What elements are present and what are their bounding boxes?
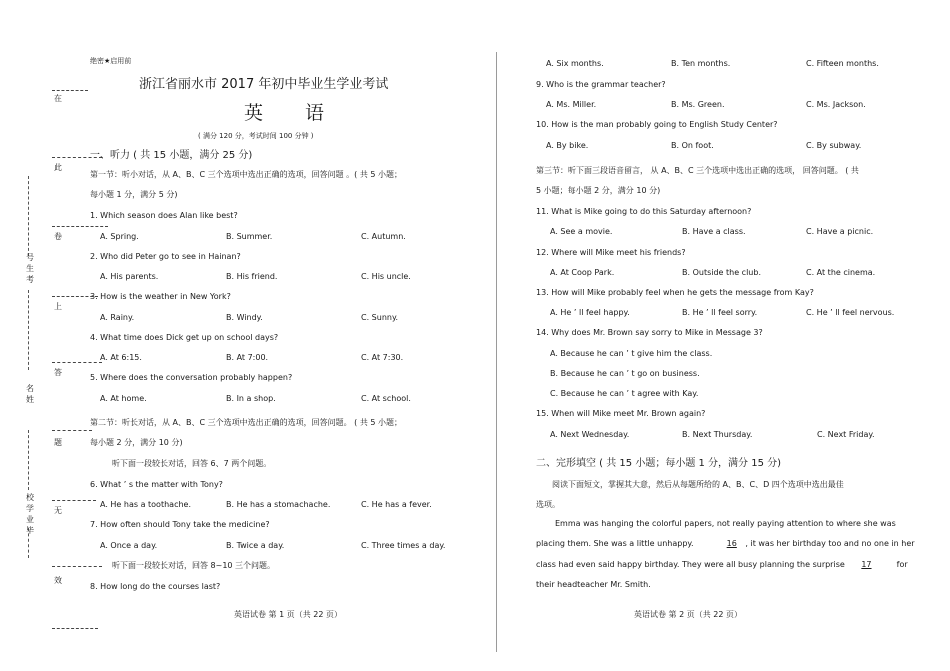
option: A. By bike. [546,141,589,150]
dialog-instruction: 听下面一段较长对话，回答 6、7 两个问题。 [112,459,272,468]
option: A. He has a toothache. [100,500,191,509]
passage-line [536,539,915,549]
binding-char: 效 [54,576,62,585]
binding-char: 上 [54,302,62,311]
option: C. He has a fever. [361,500,432,509]
instruction: 第一节：听小对话，从 A、B、C 三个选项中选出正确的选项，回答问题 。( 共 5 小题； [90,170,403,179]
option: B. He has a stomachache. [226,500,331,509]
side-label: 生 [26,264,34,273]
option: B. Ms. Green. [671,100,725,109]
instruction: 第二节：听长对话，从 A、B、C 三个选项中选出正确的选项，回答问题。 ( 共 5 小题； [90,418,403,427]
question: 2. Who did Peter go to see in Hainan? [90,252,241,261]
instruction: 第三节：听下面三段语音留言， 从 A、B、C 三个选项中选出正确的选项， 回答问题。 ( 共 [536,166,859,175]
passage-line: Emma was hanging the colorful papers, not really paying attention to where she was [555,519,896,528]
binding-dash [52,430,92,431]
option: B. Summer. [226,232,273,241]
option: A. Rainy. [100,313,135,322]
option: B. Windy. [226,313,263,322]
binding-line [28,176,29,256]
option: B. His friend. [226,272,278,281]
page-footer: 英语试卷 第 2 页（共 22 页） [634,610,742,619]
binding-dash [52,362,102,363]
option: B. Have a class. [682,227,746,236]
passage-text: , it was her birthday too and no one in her [745,539,915,548]
option: C. Because he can ’ t agree with Kay. [550,389,699,398]
exam-page-2 [500,0,950,671]
option: A. His parents. [100,272,159,281]
binding-dash [52,566,102,567]
option: A. Next Wednesday. [550,430,630,439]
confidential-mark: 绝密★启用前 [90,57,132,65]
question: 4. What time does Dick get up on school days? [90,333,279,342]
question: 8. How long do the courses last? [90,582,221,591]
instruction: 阅读下面短文，掌握其大意，然后从每题所给的 A、B、C、D 四个选项中选出最佳 [552,480,844,489]
question: 12. Where will Mike meet his friends? [536,248,686,257]
passage-text: placing them. She was a little unhappy. [536,539,694,548]
section-title: 一、听力 ( 共 15 小题，满分 25 分) [90,150,253,161]
binding-char: 卷 [54,232,62,241]
side-label: 名 [26,384,34,393]
dialog-instruction: 听下面一段较长对话，回答 8~10 三个问题。 [112,561,276,570]
page-footer: 英语试卷 第 1 页（共 22 页） [234,610,342,619]
section-title: 二、完形填空 ( 共 15 小题；每小题 1 分，满分 15 分) [536,458,782,469]
option: B. On foot. [671,141,714,150]
option: B. Because he can ’ t go on business. [550,369,700,378]
binding-char: 题 [54,438,62,447]
side-label: 姓 [26,395,34,404]
option: A. At home. [100,394,147,403]
option: B. Ten months. [671,59,731,68]
option: B. Twice a day. [226,541,285,550]
instruction: 5 小题；每小题 2 分，满分 10 分) [536,186,661,195]
instruction: 每小题 1 分，满分 5 分) [90,190,178,199]
instruction: 每小题 2 分，满分 10 分) [90,438,183,447]
binding-char: 无 [54,506,62,515]
question: 5. Where does the conversation probably happen? [90,373,293,382]
option: A. He ’ ll feel happy. [550,308,630,317]
option: C. His uncle. [361,272,411,281]
side-label: 毕 [26,526,34,535]
option: A. At 6:15. [100,353,142,362]
option: A. At Coop Park. [550,268,615,277]
question: 7. How often should Tony take the medicine? [90,520,270,529]
question: 9. Who is the grammar teacher? [536,80,666,89]
binding-char: 答 [54,368,62,377]
binding-dash [52,628,98,629]
option: C. He ’ ll feel nervous. [806,308,895,317]
option: C. Three times a day. [361,541,446,550]
option: B. In a shop. [226,394,276,403]
option: B. He ’ ll feel sorry. [682,308,758,317]
binding-line [28,430,29,490]
option: C. Have a picnic. [806,227,874,236]
option: C. By subway. [806,141,862,150]
question: 6. What ’ s the matter with Tony? [90,480,223,489]
option: B. Outside the club. [682,268,761,277]
passage-line [536,560,908,570]
option: C. Autumn. [361,232,406,241]
option: C. Next Friday. [817,430,875,439]
option: A. Ms. Miller. [546,100,597,109]
passage-text: for [896,560,908,569]
option: C. Fifteen months. [806,59,879,68]
question: 14. Why does Mr. Brown say sorry to Mike in Message 3? [536,328,763,337]
side-label: 校 [26,493,34,502]
option: C. At 7:30. [361,353,404,362]
option: A. Spring. [100,232,139,241]
question: 1. Which season does Alan like best? [90,211,238,220]
option: A. See a movie. [550,227,613,236]
binding-char: 在 [54,94,62,103]
binding-dash [52,90,88,91]
option: C. At school. [361,394,411,403]
binding-line [28,290,29,370]
option: A. Six months. [546,59,604,68]
side-label: 考 [26,275,34,284]
option: C. Sunny. [361,313,399,322]
passage-line: their headteacher Mr. Smith. [536,580,651,589]
passage-text: class had even said happy birthday. They were all busy planning the surprise [536,560,845,569]
question: 3. How is the weather in New York? [90,292,231,301]
side-label: 业 [26,515,34,524]
question: 13. How will Mike probably feel when he gets the message from Kay? [536,288,814,297]
binding-dash [52,226,108,227]
subject-title: 英 语 [244,102,343,124]
option: C. At the cinema. [806,268,876,277]
question: 15. When will Mike meet Mr. Brown again? [536,409,706,418]
side-label: 号 [26,253,34,262]
side-label: 学 [26,504,34,513]
binding-char: 此 [54,163,62,172]
option: C. Ms. Jackson. [806,100,866,109]
option: B. Next Thursday. [682,430,753,439]
page-divider [496,52,497,652]
option: B. At 7:00. [226,353,269,362]
binding-dash [52,500,96,501]
question: 10. How is the man probably going to English Study Center? [536,120,778,129]
option: A. Once a day. [100,541,158,550]
exam-title: 浙江省丽水市 2017 年初中毕业生学业考试 [139,77,389,92]
blank-number: 17 [861,560,872,569]
instruction: 选项。 [536,500,560,509]
blank-number: 16 [726,539,737,548]
score-info: ( 满分 120 分，考试时间 100 分钟 ) [198,132,314,140]
option: A. Because he can ’ t give him the class. [550,349,713,358]
question: 11. What is Mike going to do this Saturday afternoon? [536,207,752,216]
